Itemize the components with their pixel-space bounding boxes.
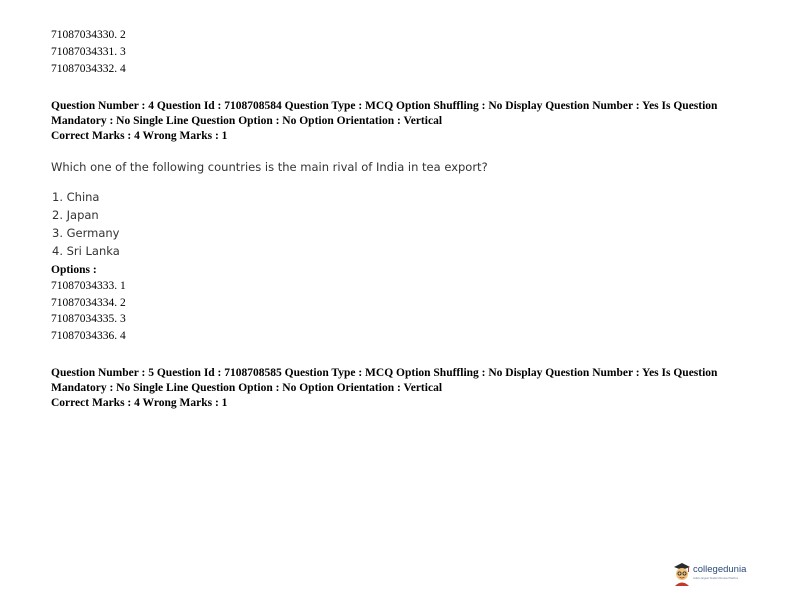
q5-header-line2: Mandatory : No Single Line Question Option : No Option Orientation : Vertical: [51, 382, 443, 394]
q4-choice-3: 3. Germany: [52, 226, 120, 240]
prev-option-1: 71087034330. 2: [51, 29, 126, 41]
q4-choice-4: 4. Sri Lanka: [52, 244, 120, 258]
logo-tagline: India's largest Student Review Platform: [693, 577, 739, 580]
q5-header-line1: Question Number : 5 Question Id : 7108708585 Question Type : MCQ Option Shuffling : No Display Question Number : Yes Is Question: [51, 367, 718, 379]
q4-header-line1: Question Number : 4 Question Id : 7108708584 Question Type : MCQ Option Shuffling : No Display Question Number : Yes Is Question: [51, 100, 718, 112]
q4-option-3: 71087034335. 3: [51, 313, 126, 325]
q4-options-label: Options :: [51, 264, 97, 276]
prev-option-2: 71087034331. 3: [51, 46, 126, 58]
q4-option-4: 71087034336. 4: [51, 330, 126, 342]
mascot-icon: [671, 560, 693, 586]
q4-option-2: 71087034334. 2: [51, 297, 126, 309]
q4-question-text: Which one of the following countries is the main rival of India in tea export?: [51, 160, 488, 174]
q4-choice-1: 1. China: [52, 190, 100, 204]
prev-option-3: 71087034332. 4: [51, 63, 126, 75]
q5-marks: Correct Marks : 4 Wrong Marks : 1: [51, 397, 228, 409]
q4-choice-2: 2. Japan: [52, 208, 99, 222]
q4-marks: Correct Marks : 4 Wrong Marks : 1: [51, 130, 228, 142]
q4-header-line2: Mandatory : No Single Line Question Option : No Option Orientation : Vertical: [51, 115, 443, 127]
q4-option-1: 71087034333. 1: [51, 280, 126, 292]
logo-text: collegedunia: [693, 564, 747, 575]
collegedunia-logo: [671, 560, 753, 586]
